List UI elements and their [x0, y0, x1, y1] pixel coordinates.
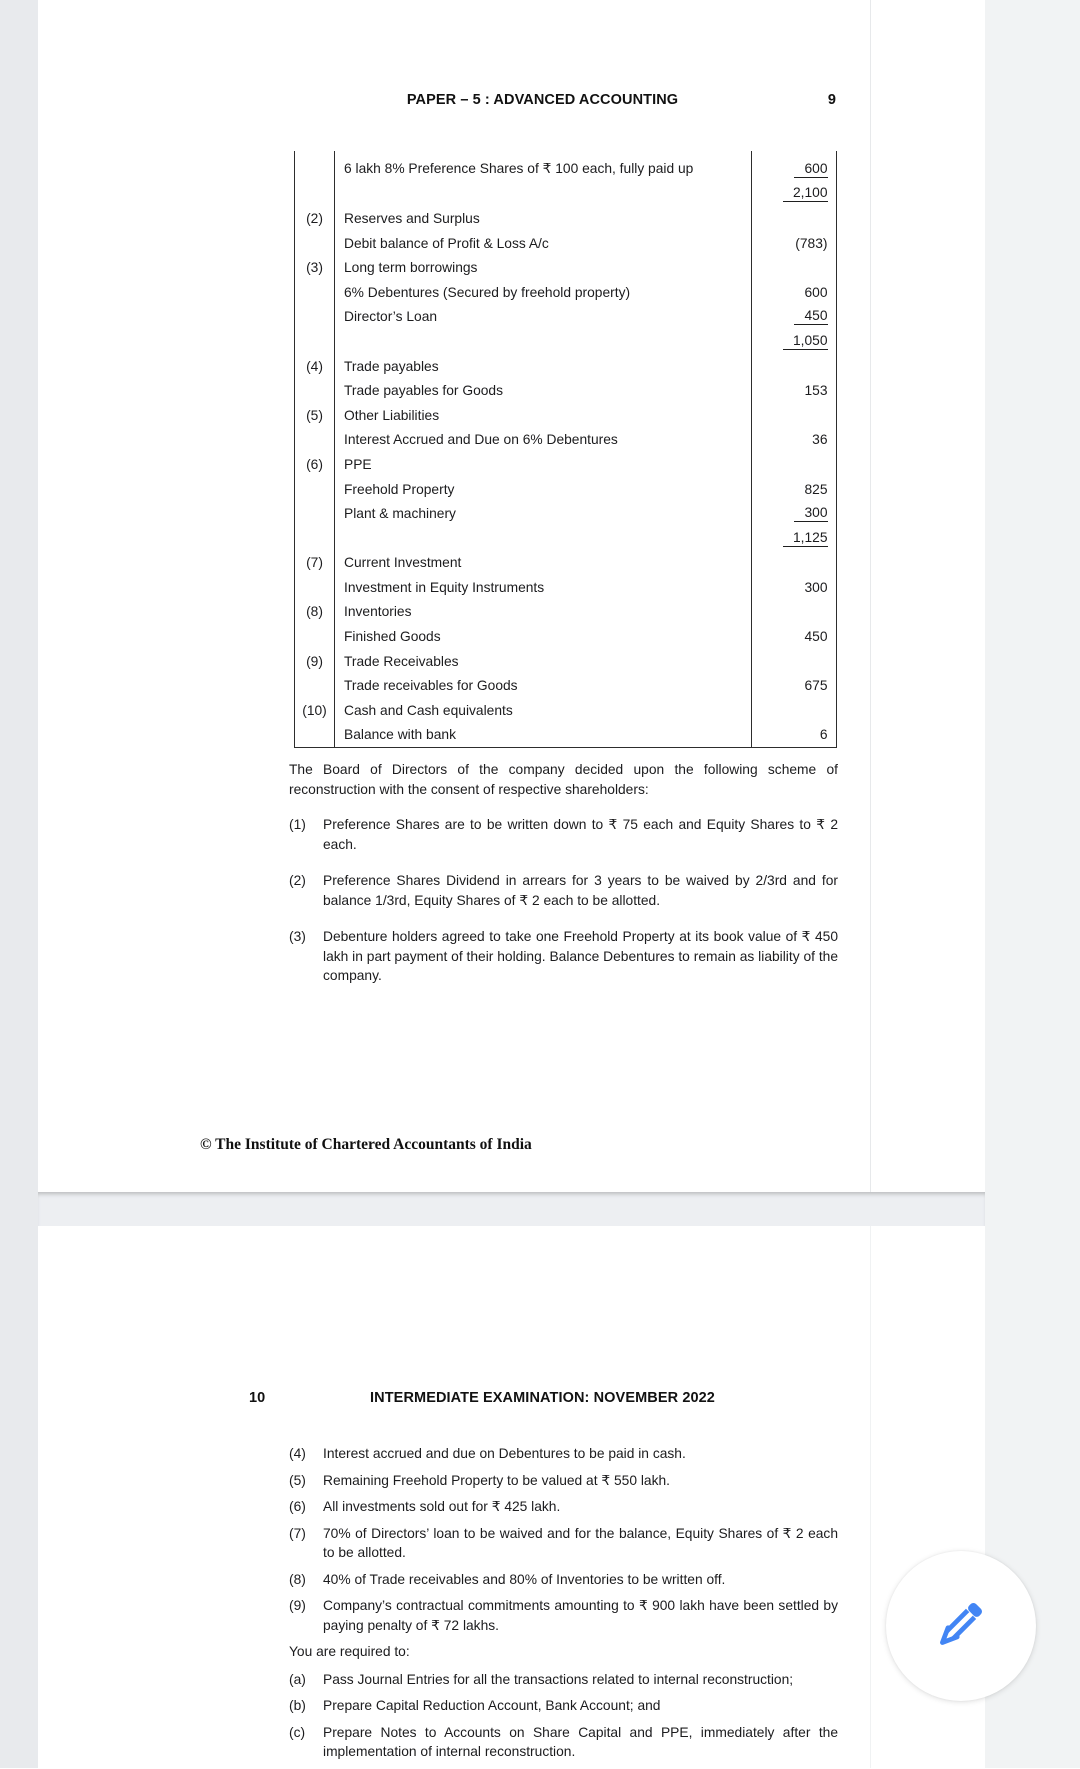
amount-value: (783): [795, 235, 828, 251]
table-cell-sn: (6): [294, 452, 335, 477]
amount-value: 300: [804, 579, 828, 595]
required-text: Prepare Notes to Accounts on Share Capital and PPE, immediately after the implementation of internal reconstruction.: [323, 1724, 838, 1759]
table-cell-description: [335, 182, 751, 207]
scheme2-marker: (5): [289, 1472, 306, 1488]
balance-sheet-notes-table: [294, 151, 837, 748]
required-item: [289, 1696, 838, 1716]
table-cell-description: Other Liabilities: [344, 407, 440, 423]
table-cell-sn: [294, 501, 335, 526]
table-cell-amount: [751, 673, 835, 698]
scheme2-text: 70% of Directors’ loan to be waived and for the balance, Equity Shares of ₹ 2 each to be allotted.: [323, 1525, 838, 1560]
amount-value: 600: [804, 284, 828, 300]
table-cell-sn: [294, 723, 335, 748]
scheme-marker: (2): [289, 873, 306, 888]
scheme2-item: [289, 1524, 838, 1563]
scheme-item: [289, 815, 838, 854]
table-cell-description: Interest Accrued and Due on 6% Debentures: [344, 432, 618, 448]
scheme2-item: [289, 1497, 838, 1517]
scheme-item: [289, 927, 838, 986]
table-cell-amount: [751, 206, 835, 231]
table-cell-amount: [751, 428, 835, 453]
required-item: [289, 1723, 838, 1762]
amount-value: 6: [819, 727, 828, 743]
scheme2-item: [289, 1444, 838, 1464]
table-cell-sn: [294, 477, 335, 502]
table-cell-amount: [751, 452, 835, 477]
pencil-cap: [966, 1601, 983, 1618]
table-cell-amount: [751, 305, 835, 330]
amount-value: 1,125: [783, 530, 828, 547]
table-cell-description: 6% Debentures (Secured by freehold property): [344, 284, 631, 300]
table-cell-description: PPE: [344, 456, 372, 472]
scheme2-text: 40% of Trade receivables and 80% of Inventories to be written off.: [323, 1571, 726, 1587]
table-cell-sn: (5): [294, 403, 335, 428]
scheme2-marker: (8): [289, 1571, 306, 1587]
table-cell-description: Trade Receivables: [344, 653, 459, 669]
copyright-footer: © The Institute of Chartered Accountants of India: [200, 1136, 532, 1153]
page-1: [38, 0, 985, 1192]
left-gutter: [0, 0, 38, 1768]
table-cell-description: Director’s Loan: [344, 309, 438, 325]
amount-value: 450: [804, 629, 828, 645]
table-cell-amount: [751, 403, 835, 428]
table-cell-description: 6 lakh 8% Preference Shares of ₹ 100 each, fully paid up: [344, 161, 694, 177]
table-cell-sn: [294, 378, 335, 403]
table-cell-amount: [751, 526, 835, 551]
required-text: Prepare Capital Reduction Account, Bank Account; and: [323, 1698, 661, 1713]
pencil-tip: [938, 1628, 957, 1647]
table-cell-description: Freehold Property: [344, 481, 455, 497]
table-cell-description: [335, 526, 751, 551]
amount-value: 300: [794, 505, 827, 522]
amount-value: 450: [794, 308, 827, 325]
amount-value: 2,100: [783, 185, 828, 202]
page-separator: [38, 1192, 985, 1226]
board-paragraph: The Board of Directors of the company decided upon the following scheme of reconstruction with the consent of respective shareholders:: [289, 762, 838, 797]
table-cell-amount: [751, 575, 835, 600]
table-cell-amount: [751, 354, 835, 379]
table-cell-amount: [751, 329, 835, 354]
table-cell-amount: [751, 182, 835, 207]
scheme2-text: Company’s contractual commitments amounting to ₹ 900 lakh have been settled by paying penalty of ₹ 72 lakhs.: [323, 1598, 838, 1633]
scheme2-marker: (6): [289, 1499, 306, 1514]
edit-fab-button[interactable]: [886, 1551, 1036, 1701]
table-cell-amount: [751, 501, 835, 526]
right-gutter: [985, 0, 1080, 1768]
scheme2-marker: (7): [289, 1525, 306, 1541]
table-cell-amount: [751, 378, 835, 403]
table-cell-sn: (4): [294, 354, 335, 379]
page-2: [38, 1226, 985, 1768]
table-cell-description: Investment in Equity Instruments: [344, 579, 545, 595]
table-cell-sn: [294, 329, 335, 354]
scheme2-marker: (9): [289, 1598, 306, 1613]
amount-value: 825: [804, 481, 828, 497]
table-cell-sn: [294, 157, 335, 182]
table-cell-amount: [751, 600, 835, 625]
scheme2-marker: (4): [289, 1446, 306, 1461]
amount-value: 600: [794, 161, 827, 178]
table-cell-description: [335, 329, 751, 354]
required-marker: (b): [289, 1698, 306, 1713]
pencil-body: [948, 1612, 972, 1636]
table-cell-sn: [294, 624, 335, 649]
table-cell-sn: [294, 575, 335, 600]
scheme2-item: [289, 1596, 838, 1635]
scheme2-item: [289, 1570, 838, 1590]
table-cell-description: Reserves and Surplus: [344, 210, 480, 226]
table-cell-amount: [751, 624, 835, 649]
amount-value: 675: [804, 678, 828, 694]
page-1-number: 9: [827, 92, 836, 108]
table-cell-sn: [294, 526, 335, 551]
scheme-item: [289, 871, 838, 910]
table-cell-sn: (3): [294, 255, 335, 280]
table-cell-description: Trade receivables for Goods: [344, 678, 518, 694]
scheme-text: Preference Shares are to be written down to ₹ 75 each and Equity Shares to ₹ 2 each.: [323, 817, 838, 852]
required-intro: You are required to:: [289, 1644, 410, 1659]
table-cell-description: Trade payables for Goods: [344, 383, 504, 399]
amount-value: 1,050: [783, 333, 828, 350]
scheme-marker: (3): [289, 929, 306, 944]
required-marker: (c): [289, 1724, 306, 1740]
page-1-body: [289, 760, 838, 1003]
page-2-number: 10: [249, 1390, 266, 1406]
scheme-items-1-3: [289, 815, 838, 986]
amount-value: 36: [812, 432, 828, 448]
table-cell-amount: [751, 698, 835, 723]
table-cell-sn: [294, 182, 335, 207]
page-2-header-title: INTERMEDIATE EXAMINATION: NOVEMBER 2022: [370, 1390, 715, 1406]
scheme-text: Debenture holders agreed to take one Freehold Property at its book value of ₹ 450 lakh in part payment of their holding. Balance Debentures to remain as liability of the company.: [323, 929, 838, 983]
table-cell-description: Inventories: [344, 604, 412, 620]
table-cell-sn: (9): [294, 649, 335, 674]
table-cell-description: Debit balance of Profit & Loss A/c: [344, 235, 549, 251]
scheme2-text: Interest accrued and due on Debentures to be paid in cash.: [323, 1446, 686, 1461]
table-cell-amount: [751, 255, 835, 280]
table-cell-amount: [751, 157, 835, 182]
table-cell-sn: (8): [294, 600, 335, 625]
table-cell-description: Balance with bank: [344, 727, 456, 743]
scheme-items-4-9: [289, 1444, 838, 1635]
table-cell-amount: [751, 723, 835, 748]
table-cell-sn: [294, 673, 335, 698]
table-cell-sn: [294, 428, 335, 453]
scheme-marker: (1): [289, 817, 306, 832]
scheme2-item: [289, 1471, 838, 1491]
scheme2-text: All investments sold out for ₹ 425 lakh.: [323, 1499, 561, 1514]
page-2-right-edge: [870, 1226, 871, 1768]
scheme-text: Preference Shares Dividend in arrears for 3 years to be waived by 2/3rd and for balance 1/3rd, Equity Shares of ₹ 2 each to be allotted.: [323, 873, 838, 908]
table-cell-sn: (2): [294, 206, 335, 231]
page-1-header-title: PAPER – 5 : ADVANCED ACCOUNTING: [406, 92, 679, 108]
required-text: Pass Journal Entries for all the transactions related to internal reconstruction;: [323, 1671, 794, 1687]
table-cell-description: Finished Goods: [344, 629, 441, 645]
table-cell-description: Trade payables: [344, 358, 439, 374]
required-items-a-c: [289, 1670, 838, 1762]
table-cell-description: Long term borrowings: [344, 260, 478, 276]
table-cell-sn: (10): [294, 698, 335, 723]
required-marker: (a): [289, 1671, 306, 1687]
amount-value: 153: [804, 383, 828, 399]
page-1-right-edge: [870, 0, 871, 1192]
table-cell-amount: [751, 477, 835, 502]
table-cell-sn: [294, 231, 335, 256]
table-cell-description: Cash and Cash equivalents: [344, 702, 513, 718]
page-2-body: [289, 1444, 838, 1769]
table-cell-amount: [751, 649, 835, 674]
table-cell-amount: [751, 280, 835, 305]
table-cell-sn: [294, 280, 335, 305]
pencil-edit-icon: [928, 1593, 994, 1659]
table-cell-description: Current Investment: [344, 555, 462, 571]
table-cell-amount: [751, 551, 835, 576]
table-cell-sn: (7): [294, 551, 335, 576]
table-cell-description: Plant & machinery: [344, 506, 456, 522]
required-item: [289, 1670, 838, 1690]
table-cell-sn: [294, 305, 335, 330]
table-cell-amount: [751, 231, 835, 256]
scheme2-text: Remaining Freehold Property to be valued at ₹ 550 lakh.: [323, 1472, 671, 1488]
